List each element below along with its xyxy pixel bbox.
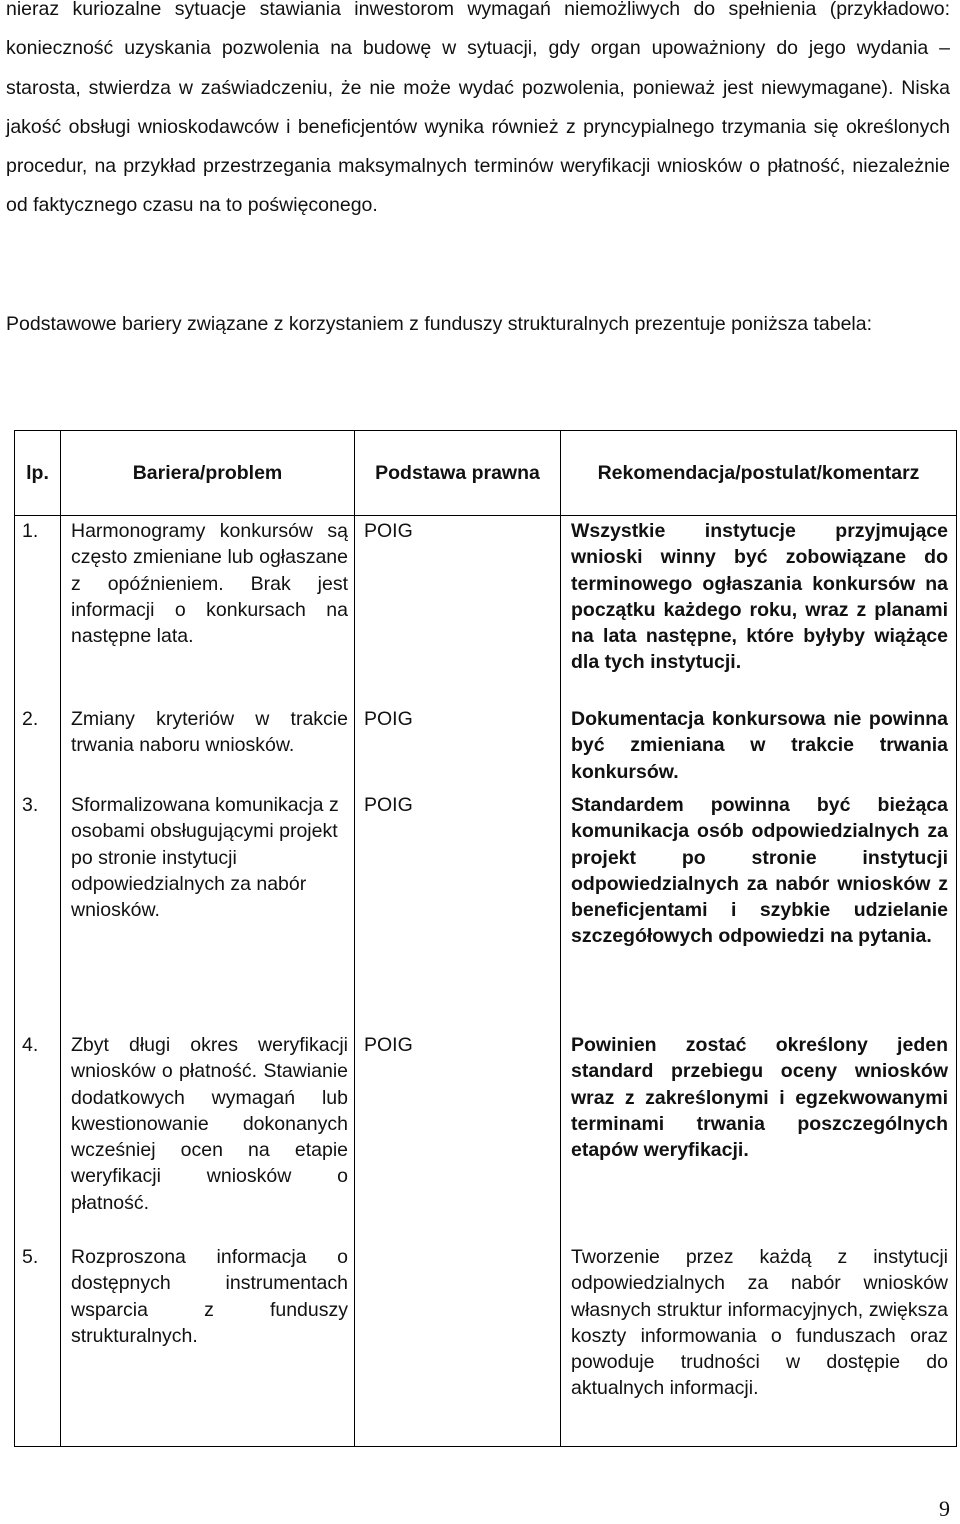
header-rekomendacja: Rekomendacja/postulat/komentarz (561, 431, 957, 516)
row-bariera: Rozproszona informacja o dostępnych instrumentach wsparcia z funduszy strukturalnych. (61, 1242, 355, 1447)
row-rekomendacja: Wszystkie instytucje przyjmujące wnioski winny być zobowiązane do terminowego ogłaszania konkursów na początku każdego roku, wraz z planami na lata następne, które byłyby wiążące dla tych instytucji. (561, 516, 957, 705)
row-bariera: Zmiany kryteriów w trakcie trwania naboru wniosków. (61, 704, 355, 790)
header-bariera: Bariera/problem (61, 431, 355, 516)
row-podstawa: POIG (355, 1030, 561, 1242)
barriers-table (14, 430, 957, 1447)
row-podstawa: POIG (355, 704, 561, 790)
table-header-row (15, 431, 957, 516)
table-row (15, 704, 957, 790)
row-lp: 1. (15, 516, 61, 705)
row-lp: 3. (15, 790, 61, 1030)
row-lp: 2. (15, 704, 61, 790)
table-row (15, 1242, 957, 1447)
table-row (15, 516, 957, 705)
row-lp: 4. (15, 1030, 61, 1242)
header-podstawa: Podstawa prawna (355, 431, 561, 516)
row-lp: 5. (15, 1242, 61, 1447)
table-row (15, 790, 957, 1030)
row-bariera: Sformalizowana komunikacja z osobami obsługującymi projekt po stronie instytucji odpowiedzialnych za nabór wniosków. (61, 790, 355, 1030)
row-rekomendacja: Dokumentacja konkursowa nie powinna być zmieniana w trakcie trwania konkursów. (561, 704, 957, 790)
table-intro-paragraph: Podstawowe bariery związane z korzystaniem z funduszy strukturalnych prezentuje poniższa tabela: (6, 313, 873, 335)
row-podstawa: POIG (355, 790, 561, 1030)
table-row (15, 1030, 957, 1242)
header-lp: lp. (15, 431, 61, 516)
row-rekomendacja: Powinien zostać określony jeden standard przebiegu oceny wniosków wraz z zakreślonymi i egzekwowanymi terminami trwania poszczególnych etapów weryfikacji. (561, 1030, 957, 1242)
row-rekomendacja: Standardem powinna być bieżąca komunikacja osób odpowiedzialnych za projekt po stronie instytucji odpowiedzialnych za nabór wniosków z beneficjentami i szybkie udzielanie szczegółowych odpowiedzi na pytania. (561, 790, 957, 1030)
intro-paragraph: nieraz kuriozalne sytuacje stawiania inwestorom wymagań niemożliwych do spełnienia (przykładowo: konieczność uzyskania pozwolenia na budowę w sytuacji, gdy organ upoważniony do jego wydania – starosta, stwierdza w zaświadczeniu, że nie może wydać pozwolenia, ponieważ jest niewymagane). Niska jakość obsługi wnioskodawców i beneficjentów wynika również z pryncypialnego trzymania się określonych procedur, na przykład przestrzegania maksymalnych terminów weryfikacji wniosków o płatność, niezależnie od faktycznego czasu na to poświęconego. (6, 0, 950, 217)
row-podstawa: POIG (355, 516, 561, 705)
row-bariera: Zbyt długi okres weryfikacji wniosków o płatność. Stawianie dodatkowych wymagań lub kwestionowanie dokonanych wcześniej ocen na etapie weryfikacji wniosków o płatność. (61, 1030, 355, 1242)
row-podstawa (355, 1242, 561, 1447)
row-rekomendacja: Tworzenie przez każdą z instytucji odpowiedzialnych za nabór wniosków własnych struktur informacyjnych, zwiększa koszty informowania o funduszach oraz powoduje trudności w dostępie do aktualnych informacji. (561, 1242, 957, 1447)
row-bariera: Harmonogramy konkursów są często zmieniane lub ogłaszane z opóźnieniem. Brak jest informacji o konkursach na następne lata. (61, 516, 355, 705)
page-number: 9 (939, 1496, 950, 1521)
